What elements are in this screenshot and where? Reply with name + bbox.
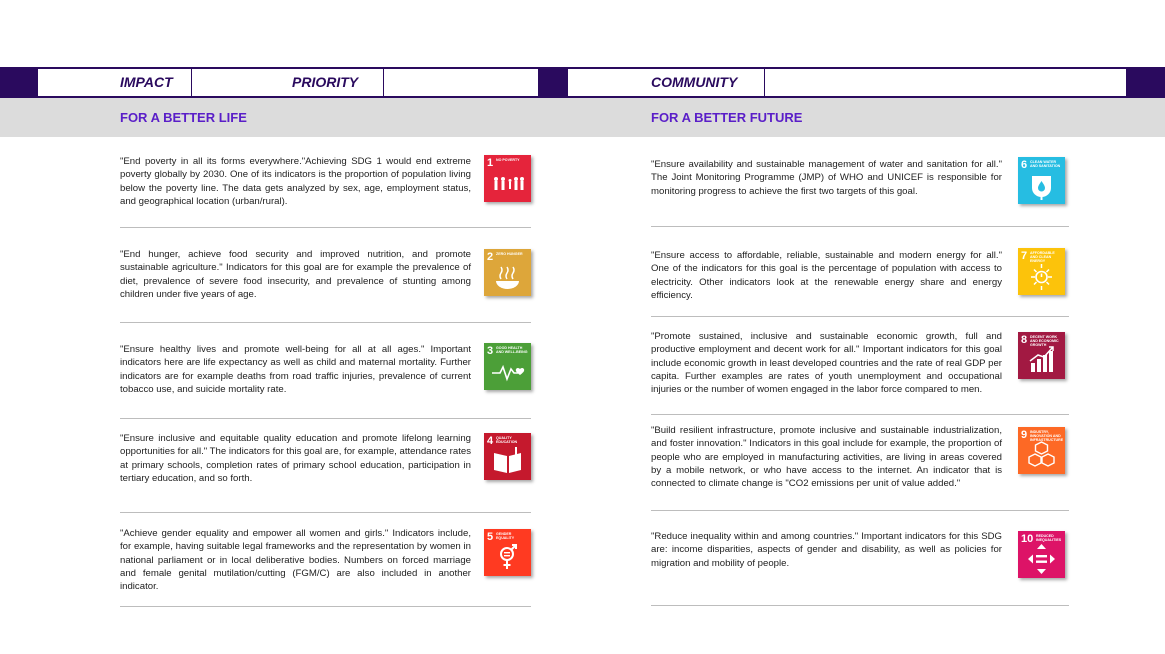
divider-line [651, 226, 1069, 227]
sdg-label: INDUSTRY, INNOVATION AND INFRASTRUCTURE [1030, 430, 1064, 443]
tab-blank-2 [765, 69, 1126, 96]
left-entry-text: "Ensure inclusive and equitable quality education and promote lifelong learning opportunities for all." The indicators for this goal are, for example, attendance rates at primary schools, completion rates of primary school education, participation in tertiary education, and so forth. [120, 433, 471, 484]
sdg-10-tile [1018, 531, 1065, 578]
sdg-number: 10 [1021, 533, 1034, 545]
right-entry-text: "Promote sustained, inclusive and sustainable economic growth, full and productive employment and decent work for all." Important indicators for this goal include economic growth in least developed countries and the rate of real GDP per capita. Further examples are rates of youth unemployment and occupational injuries or the number of women engaged in the labor force compared to men. [651, 331, 1002, 396]
divider-line [120, 418, 531, 419]
sdg-6-tile [1018, 157, 1065, 204]
sdg-5-tile [484, 529, 531, 576]
right-entry-text: "Ensure access to affordable, reliable, sustainable and modern energy for all." One of the indicators for this goal is the percentage of population with access to electricity. Other indicators look at the renewable energy share and energy efficiency. [651, 250, 1002, 301]
sdg-label: AFFORDABLE AND CLEAN ENERGY [1030, 251, 1055, 264]
left-section-title: FOR A BETTER LIFE [120, 110, 247, 125]
sdg-label: QUALITY EDUCATION [496, 436, 518, 445]
divider-line [651, 414, 1069, 415]
tab-priority[interactable]: PRIORITY [192, 69, 384, 96]
sdg-label: ZERO HUNGER [496, 252, 523, 256]
sdg-label: CLEAN WATER AND SANITATION [1030, 160, 1061, 169]
sdg-1-tile [484, 155, 531, 202]
sdg-label: GENDER EQUALITY [496, 532, 515, 541]
left-entry-text: "Ensure healthy lives and promote well-being for all at all ages." Important indicators here are life expectancy as well as child and maternal mortality. Further indicators are for example deaths from road traffic injuries, prevalence of current tobacco use, and suicide mortality rate. [120, 344, 471, 395]
right-section-title: FOR A BETTER FUTURE [651, 110, 803, 125]
sdg-4-tile [484, 433, 531, 480]
divider-line [651, 510, 1069, 511]
divider-line [120, 227, 531, 228]
sdg-number: 6 [1021, 159, 1028, 171]
sdg-label: DECENT WORK AND ECONOMIC GROWTH [1030, 335, 1059, 348]
sdg-number: 2 [487, 251, 494, 263]
sdg-9-tile [1018, 427, 1065, 474]
right-entry-text: "Build resilient infrastructure, promote inclusive and sustainable industrialization, and foster innovation." Indicators in this goal include for example, the proportion of people who are employed in manufacturing activities, are living in areas covered by a mobile network, or who have access to the internet. An indicator that is connected to climate change is "CO2 emissions per unit of value added." [651, 425, 1002, 490]
sdg-number: 9 [1021, 429, 1028, 441]
tab-impact[interactable]: IMPACT [38, 69, 192, 96]
sdg-number: 4 [487, 435, 494, 447]
sdg-2-tile [484, 249, 531, 296]
right-entry-text: "Ensure availability and sustainable management of water and sanitation for all." The Joint Monitoring Programme (JMP) of WHO and UNICEF is responsible for monitoring progress to achieve the first two targets of this goal. [651, 159, 1002, 197]
left-entry-text: "End poverty in all its forms everywhere."Achieving SDG 1 would end extreme poverty globally by 2030. One of its indicators is the proportion of population living below the poverty line. The data gets analyzed by sex, age, employment status, and geographical location (urban/rural). [120, 156, 471, 207]
divider-line [120, 606, 531, 607]
divider-line [120, 322, 531, 323]
tab-community[interactable]: COMMUNITY [568, 69, 765, 96]
sdg-8-tile [1018, 332, 1065, 379]
left-entry-text: "Achieve gender equality and empower all women and girls." Indicators include, for example, having suitable legal frameworks and the representation by women in national parliament or in local deliberative bodies. Numbers on forced marriage and female genital mutilation/cutting (FGM/C) are also included in another indicator. [120, 528, 471, 593]
left-entry-text: "End hunger, achieve food security and improved nutrition, and promote sustainable agriculture." Indicators for this goal are for example the prevalence of diet, prevalence of severe food insecurity, and prevalence of stunting among children under five years of age. [120, 249, 471, 300]
right-entry-text: "Reduce inequality within and among countries." Important indicators for this SDG are: income disparities, aspects of gender and disability, as well as policies for migration and mobility of people. [651, 531, 1002, 569]
sdg-number: 3 [487, 345, 494, 357]
tab-blank-1 [384, 69, 539, 96]
divider-line [120, 512, 531, 513]
sdg-3-tile [484, 343, 531, 390]
sdg-label: GOOD HEALTH AND WELL-BEING [496, 346, 528, 355]
sdg-number: 1 [487, 157, 494, 169]
sdg-number: 8 [1021, 334, 1028, 346]
divider-line [651, 316, 1069, 317]
sdg-number: 5 [487, 531, 494, 543]
sdg-label: REDUCED INEQUALITIES [1036, 534, 1062, 543]
sdg-label: NO POVERTY [496, 158, 520, 162]
divider-line [651, 605, 1069, 606]
sdg-number: 7 [1021, 250, 1028, 262]
sdg-7-tile [1018, 248, 1065, 295]
